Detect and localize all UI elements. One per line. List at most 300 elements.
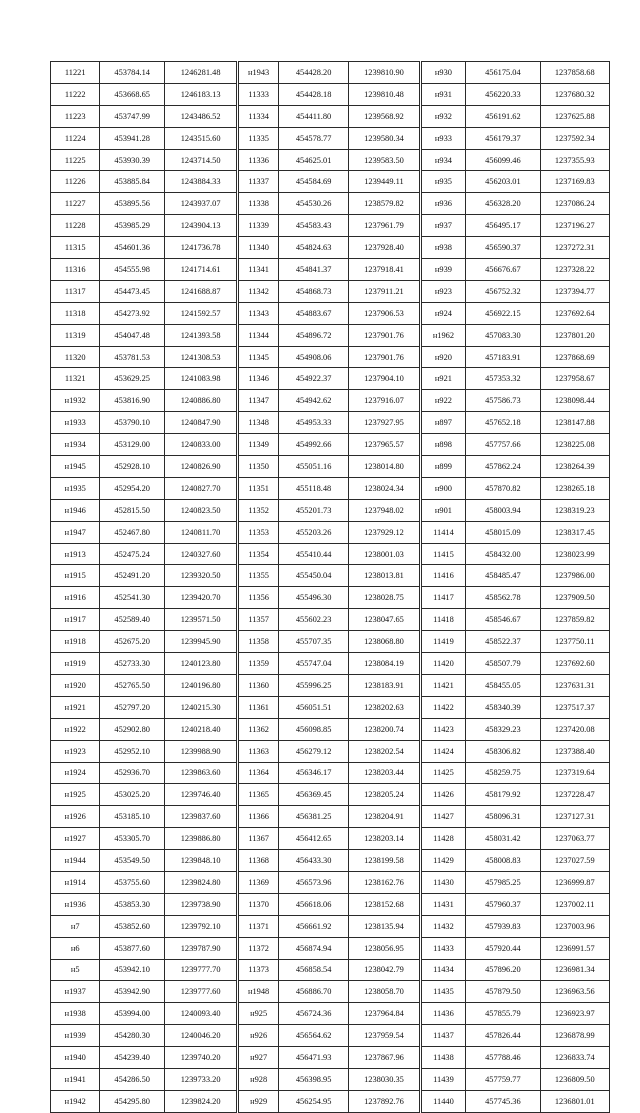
y-coordinate-cell: 1238204.91	[349, 806, 419, 828]
point-id-cell: н1914	[51, 871, 100, 893]
table-row	[239, 280, 419, 302]
point-id-cell: 11344	[239, 324, 279, 346]
point-id-cell: 11373	[239, 959, 279, 981]
table-row	[51, 696, 237, 718]
y-coordinate-cell: 1239988.90	[164, 740, 236, 762]
table-row	[421, 762, 609, 784]
y-coordinate-cell: 1237127.31	[540, 806, 609, 828]
point-id-cell: 11435	[421, 981, 466, 1003]
x-coordinate-cell: 457788.46	[466, 1047, 540, 1069]
y-coordinate-cell: 1240327.60	[164, 543, 236, 565]
point-id-cell: н1935	[51, 477, 100, 499]
y-coordinate-cell: 1240123.80	[164, 653, 236, 675]
point-id-cell: н933	[421, 127, 466, 149]
y-coordinate-cell: 1238579.82	[349, 193, 419, 215]
table-row	[239, 565, 419, 587]
point-id-cell: н927	[239, 1047, 279, 1069]
point-id-cell: 11223	[51, 105, 100, 127]
point-id-cell: 11225	[51, 149, 100, 171]
x-coordinate-cell: 453549.50	[100, 850, 164, 872]
x-coordinate-cell: 456564.62	[278, 1025, 348, 1047]
x-coordinate-cell: 458008.83	[466, 850, 540, 872]
point-id-cell: 11315	[51, 237, 100, 259]
y-coordinate-cell: 1238084.19	[349, 653, 419, 675]
point-id-cell: н932	[421, 105, 466, 127]
point-id-cell: н936	[421, 193, 466, 215]
point-id-cell: 11420	[421, 653, 466, 675]
point-id-cell: 11363	[239, 740, 279, 762]
point-id-cell: 11347	[239, 390, 279, 412]
x-coordinate-cell: 457855.79	[466, 1003, 540, 1025]
x-coordinate-cell: 454428.18	[278, 83, 348, 105]
y-coordinate-cell: 1240218.40	[164, 718, 236, 740]
y-coordinate-cell: 1237909.50	[540, 587, 609, 609]
block-3-body	[421, 62, 609, 1113]
table-row	[51, 434, 237, 456]
x-coordinate-cell: 453895.56	[100, 193, 164, 215]
point-id-cell: 11348	[239, 412, 279, 434]
x-coordinate-cell: 452902.80	[100, 718, 164, 740]
point-id-cell: 11341	[239, 259, 279, 281]
x-coordinate-cell: 452954.20	[100, 477, 164, 499]
point-id-cell: н1941	[51, 1068, 100, 1090]
y-coordinate-cell: 1237801.20	[540, 324, 609, 346]
y-coordinate-cell: 1238202.63	[349, 696, 419, 718]
table-row	[51, 784, 237, 806]
x-coordinate-cell: 454583.43	[278, 215, 348, 237]
table-row	[421, 784, 609, 806]
table-row	[239, 806, 419, 828]
table-row	[239, 696, 419, 718]
point-id-cell: н1920	[51, 674, 100, 696]
y-coordinate-cell: 1237986.00	[540, 565, 609, 587]
point-id-cell: 11366	[239, 806, 279, 828]
x-coordinate-cell: 454239.40	[100, 1047, 164, 1069]
x-coordinate-cell: 453755.60	[100, 871, 164, 893]
point-id-cell: 11423	[421, 718, 466, 740]
table-row	[239, 609, 419, 631]
table-row	[421, 631, 609, 653]
table-row	[51, 127, 237, 149]
table-row	[239, 915, 419, 937]
table-row	[421, 62, 609, 84]
x-coordinate-cell: 456618.06	[278, 893, 348, 915]
table-row	[421, 368, 609, 390]
table-row	[239, 587, 419, 609]
x-coordinate-cell: 454625.01	[278, 149, 348, 171]
point-id-cell: 11362	[239, 718, 279, 740]
y-coordinate-cell: 1239420.70	[164, 587, 236, 609]
x-coordinate-cell: 458562.78	[466, 587, 540, 609]
x-coordinate-cell: 455201.73	[278, 499, 348, 521]
x-coordinate-cell: 454530.26	[278, 193, 348, 215]
y-coordinate-cell: 1237420.08	[540, 718, 609, 740]
table-row	[51, 302, 237, 324]
y-coordinate-cell: 1240827.70	[164, 477, 236, 499]
y-coordinate-cell: 1237948.02	[349, 499, 419, 521]
table-row	[421, 521, 609, 543]
point-id-cell: н1943	[239, 62, 279, 84]
y-coordinate-cell: 1239810.48	[349, 83, 419, 105]
table-row	[51, 521, 237, 543]
table-block-3	[421, 61, 610, 1113]
x-coordinate-cell: 458340.39	[466, 696, 540, 718]
point-id-cell: 11227	[51, 193, 100, 215]
table-row	[51, 718, 237, 740]
y-coordinate-cell: 1237592.34	[540, 127, 609, 149]
table-row	[421, 412, 609, 434]
table-row	[51, 346, 237, 368]
y-coordinate-cell: 1243884.33	[164, 171, 236, 193]
y-coordinate-cell: 1237901.76	[349, 346, 419, 368]
table-row	[51, 149, 237, 171]
x-coordinate-cell: 456495.17	[466, 215, 540, 237]
y-coordinate-cell: 1239824.20	[164, 1090, 236, 1112]
x-coordinate-cell: 458003.94	[466, 499, 540, 521]
x-coordinate-cell: 454841.37	[278, 259, 348, 281]
table-row	[239, 959, 419, 981]
y-coordinate-cell: 1238056.95	[349, 937, 419, 959]
point-id-cell: 11440	[421, 1090, 466, 1112]
x-coordinate-cell: 458031.42	[466, 828, 540, 850]
y-coordinate-cell: 1243714.50	[164, 149, 236, 171]
x-coordinate-cell: 457985.25	[466, 871, 540, 893]
table-row	[239, 1068, 419, 1090]
point-id-cell: 11424	[421, 740, 466, 762]
point-id-cell: 11415	[421, 543, 466, 565]
y-coordinate-cell: 1237918.41	[349, 259, 419, 281]
x-coordinate-cell: 452928.10	[100, 456, 164, 478]
table-row	[51, 1025, 237, 1047]
point-id-cell: н1933	[51, 412, 100, 434]
point-id-cell: 11350	[239, 456, 279, 478]
x-coordinate-cell: 454953.33	[278, 412, 348, 434]
y-coordinate-cell: 1237911.21	[349, 280, 419, 302]
x-coordinate-cell: 454601.36	[100, 237, 164, 259]
point-id-cell: 11222	[51, 83, 100, 105]
x-coordinate-cell: 453747.99	[100, 105, 164, 127]
y-coordinate-cell: 1241083.98	[164, 368, 236, 390]
table-row	[421, 215, 609, 237]
point-id-cell: 11319	[51, 324, 100, 346]
y-coordinate-cell: 1239810.90	[349, 62, 419, 84]
y-coordinate-cell: 1240093.40	[164, 1003, 236, 1025]
y-coordinate-cell: 1237901.76	[349, 324, 419, 346]
y-coordinate-cell: 1237867.96	[349, 1047, 419, 1069]
x-coordinate-cell: 457939.83	[466, 915, 540, 937]
y-coordinate-cell: 1238199.58	[349, 850, 419, 872]
y-coordinate-cell: 1238264.39	[540, 456, 609, 478]
x-coordinate-cell: 453853.30	[100, 893, 164, 915]
table-row	[51, 543, 237, 565]
point-id-cell: 11372	[239, 937, 279, 959]
table-block-1	[50, 61, 237, 1113]
y-coordinate-cell: 1238024.34	[349, 477, 419, 499]
table-row	[51, 674, 237, 696]
x-coordinate-cell: 458306.82	[466, 740, 540, 762]
point-id-cell: 11340	[239, 237, 279, 259]
y-coordinate-cell: 1238042.79	[349, 959, 419, 981]
y-coordinate-cell: 1237027.59	[540, 850, 609, 872]
y-coordinate-cell: 1239733.20	[164, 1068, 236, 1090]
point-id-cell: н1913	[51, 543, 100, 565]
x-coordinate-cell: 457896.20	[466, 959, 540, 981]
y-coordinate-cell: 1238030.35	[349, 1068, 419, 1090]
point-id-cell: н922	[421, 390, 466, 412]
table-row	[239, 1090, 419, 1112]
table-row	[421, 302, 609, 324]
point-id-cell: 11371	[239, 915, 279, 937]
point-id-cell: 11369	[239, 871, 279, 893]
y-coordinate-cell: 1237965.57	[349, 434, 419, 456]
table-row	[421, 1047, 609, 1069]
table-row	[239, 740, 419, 762]
y-coordinate-cell: 1237228.47	[540, 784, 609, 806]
point-id-cell: н1921	[51, 696, 100, 718]
x-coordinate-cell: 457960.37	[466, 893, 540, 915]
y-coordinate-cell: 1240826.90	[164, 456, 236, 478]
x-coordinate-cell: 457652.18	[466, 412, 540, 434]
y-coordinate-cell: 1238200.74	[349, 718, 419, 740]
point-id-cell: 11360	[239, 674, 279, 696]
point-id-cell: н1938	[51, 1003, 100, 1025]
table-row	[51, 237, 237, 259]
x-coordinate-cell: 456191.62	[466, 105, 540, 127]
point-id-cell: 11368	[239, 850, 279, 872]
table-row	[421, 565, 609, 587]
x-coordinate-cell: 453942.10	[100, 959, 164, 981]
x-coordinate-cell: 458179.92	[466, 784, 540, 806]
table-row	[239, 368, 419, 390]
table-row	[239, 83, 419, 105]
y-coordinate-cell: 1239777.70	[164, 959, 236, 981]
x-coordinate-cell: 455747.04	[278, 653, 348, 675]
y-coordinate-cell: 1236801.01	[540, 1090, 609, 1112]
table-row	[51, 653, 237, 675]
y-coordinate-cell: 1237328.22	[540, 259, 609, 281]
y-coordinate-cell: 1236878.99	[540, 1025, 609, 1047]
y-coordinate-cell: 1238319.23	[540, 499, 609, 521]
table-row	[421, 850, 609, 872]
table-row	[421, 806, 609, 828]
x-coordinate-cell: 452815.50	[100, 499, 164, 521]
y-coordinate-cell: 1238001.03	[349, 543, 419, 565]
point-id-cell: 11365	[239, 784, 279, 806]
x-coordinate-cell: 456328.20	[466, 193, 540, 215]
table-row	[51, 1047, 237, 1069]
x-coordinate-cell: 457757.66	[466, 434, 540, 456]
table-row	[421, 149, 609, 171]
table-row	[421, 477, 609, 499]
x-coordinate-cell: 457083.30	[466, 324, 540, 346]
y-coordinate-cell: 1236833.74	[540, 1047, 609, 1069]
coordinate-table	[50, 61, 610, 1113]
point-id-cell: 11433	[421, 937, 466, 959]
y-coordinate-cell: 1239787.90	[164, 937, 236, 959]
x-coordinate-cell: 452467.80	[100, 521, 164, 543]
point-id-cell: 11339	[239, 215, 279, 237]
y-coordinate-cell: 1238023.99	[540, 543, 609, 565]
table-row	[421, 959, 609, 981]
point-id-cell: 11346	[239, 368, 279, 390]
table-row	[51, 762, 237, 784]
x-coordinate-cell: 458485.47	[466, 565, 540, 587]
x-coordinate-cell: 457920.44	[466, 937, 540, 959]
point-id-cell: 11224	[51, 127, 100, 149]
table-row	[51, 981, 237, 1003]
point-id-cell: н1927	[51, 828, 100, 850]
point-id-cell: н930	[421, 62, 466, 84]
point-id-cell: н6	[51, 937, 100, 959]
y-coordinate-cell: 1238265.18	[540, 477, 609, 499]
x-coordinate-cell: 458015.09	[466, 521, 540, 543]
x-coordinate-cell: 452675.20	[100, 631, 164, 653]
point-id-cell: 11353	[239, 521, 279, 543]
x-coordinate-cell: 455203.26	[278, 521, 348, 543]
point-id-cell: н1936	[51, 893, 100, 915]
x-coordinate-cell: 457586.73	[466, 390, 540, 412]
point-id-cell: 11432	[421, 915, 466, 937]
point-id-cell: 11336	[239, 149, 279, 171]
table-row	[421, 828, 609, 850]
table-row	[51, 105, 237, 127]
table-row	[51, 171, 237, 193]
point-id-cell: 11417	[421, 587, 466, 609]
point-id-cell: н1948	[239, 981, 279, 1003]
x-coordinate-cell: 454273.92	[100, 302, 164, 324]
y-coordinate-cell: 1237388.40	[540, 740, 609, 762]
table-row	[239, 149, 419, 171]
x-coordinate-cell: 457870.82	[466, 477, 540, 499]
x-coordinate-cell: 456254.95	[278, 1090, 348, 1112]
y-coordinate-cell: 1238047.65	[349, 609, 419, 631]
point-id-cell: 11430	[421, 871, 466, 893]
point-id-cell: 11425	[421, 762, 466, 784]
x-coordinate-cell: 456346.17	[278, 762, 348, 784]
y-coordinate-cell: 1238068.80	[349, 631, 419, 653]
table-row	[239, 850, 419, 872]
y-coordinate-cell: 1238183.91	[349, 674, 419, 696]
y-coordinate-cell: 1237959.54	[349, 1025, 419, 1047]
table-row	[421, 434, 609, 456]
x-coordinate-cell: 454992.66	[278, 434, 348, 456]
table-row	[421, 696, 609, 718]
point-id-cell: 11418	[421, 609, 466, 631]
y-coordinate-cell: 1237958.67	[540, 368, 609, 390]
point-id-cell: н921	[421, 368, 466, 390]
point-id-cell: 11356	[239, 587, 279, 609]
x-coordinate-cell: 454473.45	[100, 280, 164, 302]
y-coordinate-cell: 1237196.27	[540, 215, 609, 237]
point-id-cell: 11345	[239, 346, 279, 368]
point-id-cell: 11357	[239, 609, 279, 631]
table-row	[51, 477, 237, 499]
x-coordinate-cell: 456279.12	[278, 740, 348, 762]
y-coordinate-cell: 1239449.11	[349, 171, 419, 193]
y-coordinate-cell: 1237692.64	[540, 302, 609, 324]
y-coordinate-cell: 1239738.90	[164, 893, 236, 915]
table-row	[421, 718, 609, 740]
x-coordinate-cell: 455602.23	[278, 609, 348, 631]
x-coordinate-cell: 456412.65	[278, 828, 348, 850]
point-id-cell: н1919	[51, 653, 100, 675]
x-coordinate-cell: 454047.48	[100, 324, 164, 346]
point-id-cell: 11361	[239, 696, 279, 718]
table-row	[51, 456, 237, 478]
table-row	[239, 324, 419, 346]
x-coordinate-cell: 454883.67	[278, 302, 348, 324]
x-coordinate-cell: 453784.14	[100, 62, 164, 84]
x-coordinate-cell: 452765.50	[100, 674, 164, 696]
x-coordinate-cell: 456573.96	[278, 871, 348, 893]
table-row	[421, 499, 609, 521]
point-id-cell: 11343	[239, 302, 279, 324]
x-coordinate-cell: 456874.94	[278, 937, 348, 959]
point-id-cell: 11367	[239, 828, 279, 850]
table-row	[421, 937, 609, 959]
y-coordinate-cell: 1237680.32	[540, 83, 609, 105]
x-coordinate-cell: 456676.67	[466, 259, 540, 281]
x-coordinate-cell: 458329.23	[466, 718, 540, 740]
y-coordinate-cell: 1239848.10	[164, 850, 236, 872]
x-coordinate-cell: 453668.65	[100, 83, 164, 105]
table-row	[239, 784, 419, 806]
point-id-cell: 11333	[239, 83, 279, 105]
point-id-cell: 11354	[239, 543, 279, 565]
point-id-cell: 11338	[239, 193, 279, 215]
table-row	[51, 893, 237, 915]
table-row	[51, 1090, 237, 1112]
table-row	[51, 850, 237, 872]
x-coordinate-cell: 453781.53	[100, 346, 164, 368]
y-coordinate-cell: 1241714.61	[164, 259, 236, 281]
table-row	[239, 543, 419, 565]
x-coordinate-cell: 452952.10	[100, 740, 164, 762]
x-coordinate-cell: 455496.30	[278, 587, 348, 609]
x-coordinate-cell: 455450.04	[278, 565, 348, 587]
x-coordinate-cell: 457353.32	[466, 368, 540, 390]
table-row	[239, 62, 419, 84]
point-id-cell: н5	[51, 959, 100, 981]
table-row	[239, 653, 419, 675]
y-coordinate-cell: 1237928.40	[349, 237, 419, 259]
table-row	[239, 937, 419, 959]
y-coordinate-cell: 1238014.80	[349, 456, 419, 478]
point-id-cell: н900	[421, 477, 466, 499]
point-id-cell: н920	[421, 346, 466, 368]
x-coordinate-cell: 453852.60	[100, 915, 164, 937]
y-coordinate-cell: 1238058.70	[349, 981, 419, 1003]
table-row	[51, 587, 237, 609]
point-id-cell: н1947	[51, 521, 100, 543]
y-coordinate-cell: 1236999.87	[540, 871, 609, 893]
y-coordinate-cell: 1243515.60	[164, 127, 236, 149]
table-row	[421, 543, 609, 565]
x-coordinate-cell: 455051.16	[278, 456, 348, 478]
table-row	[51, 806, 237, 828]
table-row	[239, 237, 419, 259]
table-row	[421, 171, 609, 193]
table-row	[239, 1003, 419, 1025]
table-row	[421, 740, 609, 762]
table-row	[239, 1047, 419, 1069]
y-coordinate-cell: 1237355.93	[540, 149, 609, 171]
x-coordinate-cell: 453629.25	[100, 368, 164, 390]
table-row	[239, 674, 419, 696]
y-coordinate-cell: 1239583.50	[349, 149, 419, 171]
x-coordinate-cell: 454286.50	[100, 1068, 164, 1090]
x-coordinate-cell: 458522.37	[466, 631, 540, 653]
